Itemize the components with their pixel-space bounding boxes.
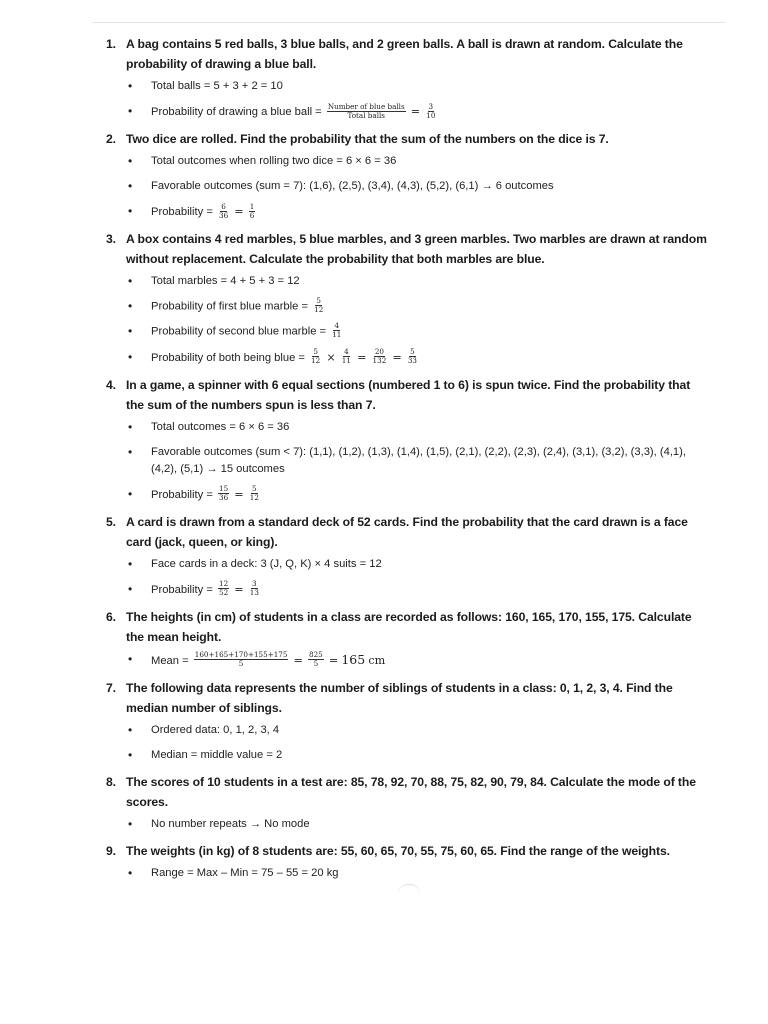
fraction: $\frac{3}{10}$ [426, 101, 436, 120]
top-divider [92, 22, 726, 23]
question-2 [0, 129, 768, 221]
answer-list [0, 865, 768, 882]
question-number: 1. [106, 37, 116, 51]
fraction: $\frac{5}{33}$ [407, 347, 418, 366]
document-page [0, 34, 768, 890]
answer-item: • Probability of first blue marble = $\frac{5}{12}$ [128, 296, 324, 314]
answer-item: • Total marbles = 4 + 5 + 3 = 12 [128, 274, 300, 288]
question-5 [0, 512, 768, 599]
question-number: 3. [106, 232, 116, 246]
fraction: $\frac{1}{6}$ [249, 201, 255, 220]
answer-item: • Probability = $\frac{6}{36}$ = $\frac{1}{6}$ [128, 201, 255, 220]
fraction: $\frac{20}{132}$ [372, 347, 387, 366]
bullet-icon: • [128, 651, 133, 666]
answer-item: • No number repeats → No mode [128, 816, 310, 831]
answer-item: • Total outcomes when rolling two dice = 6 × 6 = 36 [128, 154, 397, 168]
bullet-icon: • [128, 104, 133, 118]
answer-item: • Total balls = 5 + 3 + 2 = 10 [128, 79, 283, 93]
bullet-icon: • [128, 444, 133, 459]
question-text: A bag contains 5 red balls, 3 blue balls, and 2 green balls. A ball is drawn at random. Calculate the probability of drawing a blue ball. [126, 37, 683, 71]
fraction: $\frac{3}{13}$ [249, 579, 259, 598]
fraction: $\frac{4}{11}$ [332, 321, 342, 340]
fraction: $\frac{5}{12}$ [314, 296, 324, 314]
scroll-indicator [398, 884, 420, 895]
question-number: 4. [106, 377, 116, 392]
bullet-icon: • [128, 349, 133, 364]
bullet-icon: • [128, 747, 133, 762]
question-7 [0, 678, 768, 764]
answer-list [0, 273, 768, 367]
question-text: A box contains 4 red marbles, 5 blue marbles, and 3 green marbles. Two marbles are drawn at random without replacement. Calculate the probability that both marbles are blue. [126, 232, 707, 266]
answer-item: • Total outcomes = 6 × 6 = 36 [128, 419, 290, 434]
question-number: 6. [106, 609, 116, 624]
question-8 [0, 772, 768, 833]
question-3 [0, 229, 768, 367]
question-6 [0, 607, 768, 670]
answer-item: • Range = Max – Min = 75 – 55 = 20 kg [128, 865, 339, 880]
fraction: $\frac{6}{36}$ [219, 201, 229, 220]
question-number: 7. [106, 680, 116, 695]
question-4 [0, 375, 768, 504]
question-text: In a game, a spinner with 6 equal sections (numbered 1 to 6) is spun twice. Find the probability that the sum of the numbers spun is less than 7. [126, 377, 691, 412]
fraction: $\frac{\text{Number of blue balls}}{\text{Total balls}}$ [327, 101, 405, 120]
answer-list [0, 419, 768, 504]
question-number: 2. [106, 132, 116, 146]
question-text: The scores of 10 students in a test are: 85, 78, 92, 70, 88, 75, 82, 90, 79, 84. Calculate the mode of the scores. [126, 774, 696, 809]
bullet-icon: • [128, 274, 133, 288]
fraction: $\frac{5}{12}$ [249, 484, 259, 503]
question-9 [0, 841, 768, 882]
question-text: The heights (in cm) of students in a class are recorded as follows: 160, 165, 170, 155, 175. Calculate the mean height. [126, 609, 692, 644]
fraction: $\frac{5}{12}$ [311, 347, 321, 366]
bullet-icon: • [128, 722, 133, 737]
question-number: 5. [106, 514, 116, 529]
bullet-icon: • [128, 486, 133, 501]
answer-list [0, 722, 768, 764]
bullet-icon: • [128, 324, 133, 339]
answer-list [0, 556, 768, 599]
answer-list [0, 651, 768, 670]
answer-item: • Probability = $\frac{12}{52}$ = $\frac{3}{13}$ [128, 579, 259, 598]
question-text: The weights (in kg) of 8 students are: 55, 60, 65, 70, 55, 75, 60, 65. Find the range of the weights. [126, 843, 670, 858]
fraction: $\frac{15}{36}$ [219, 484, 229, 503]
answer-item: • Probability = $\frac{15}{36}$ = $\frac{5}{12}$ [128, 484, 259, 503]
answer-item: • Probability of second blue marble = $\frac{4}{11}$ [128, 321, 342, 340]
bullet-icon: • [128, 154, 133, 168]
bullet-icon: • [128, 816, 133, 831]
fraction: $\frac{160+165+170+155+175}{5}$ [194, 650, 288, 669]
bullet-icon: • [128, 419, 133, 434]
answer-item: • Favorable outcomes (sum = 7): (1,6), (2,5), (3,4), (4,3), (5,2), (6,1) → 6 outcomes [128, 179, 554, 193]
answer-item: • Median = middle value = 2 [128, 747, 283, 762]
bullet-icon: • [128, 581, 133, 596]
bullet-icon: • [128, 179, 133, 193]
question-number: 9. [106, 843, 116, 858]
answer-item: • Favorable outcomes (sum < 7): (1,1), (1,2), (1,3), (1,4), (1,5), (2,1), (2,2), (2,3), (2,4), (3,1), (3,2), (3,3), (4,1), (4,2), (5,1) → 15 outcomes [128, 444, 686, 475]
question-number: 8. [106, 774, 116, 789]
fraction: $\frac{12}{52}$ [219, 579, 229, 598]
fraction: $\frac{825}{5}$ [309, 650, 323, 669]
answer-item: • Probability of drawing a blue ball = $\frac{\text{Number of blue balls}}{\text{Total balls}}$ = $\frac{3}{10}$ [128, 101, 436, 120]
fraction: $\frac{4}{11}$ [341, 347, 351, 366]
bullet-icon: • [128, 204, 133, 218]
question-text: The following data represents the number of siblings of students in a class: 0, 1, 2, 3, 4. Find the median number of siblings. [126, 680, 673, 715]
bullet-icon: • [128, 79, 133, 93]
answer-item: • Face cards in a deck: 3 (J, Q, K) × 4 suits = 12 [128, 556, 382, 571]
bullet-icon: • [128, 865, 133, 880]
question-text: Two dice are rolled. Find the probability that the sum of the numbers on the dice is 7. [126, 132, 609, 146]
answer-item: • Mean = $\frac{160+165+170+155+175}{5}$ = $\frac{825}{5}$ = 165 cm [128, 650, 386, 669]
answer-item: • Ordered data: 0, 1, 2, 3, 4 [128, 722, 280, 737]
answer-list [0, 78, 768, 121]
bullet-icon: • [128, 556, 133, 571]
question-1 [0, 34, 768, 121]
answer-list [0, 153, 768, 221]
answer-list [0, 816, 768, 833]
bullet-icon: • [128, 299, 133, 313]
question-text: A card is drawn from a standard deck of 52 cards. Find the probability that the card drawn is a face card (jack, queen, or king). [126, 514, 688, 549]
answer-item: • Probability of both being blue = $\frac{5}{12}$ × $\frac{4}{11}$ = $\frac{20}{132}$ = $\frac{5}{33}$ [128, 347, 418, 366]
